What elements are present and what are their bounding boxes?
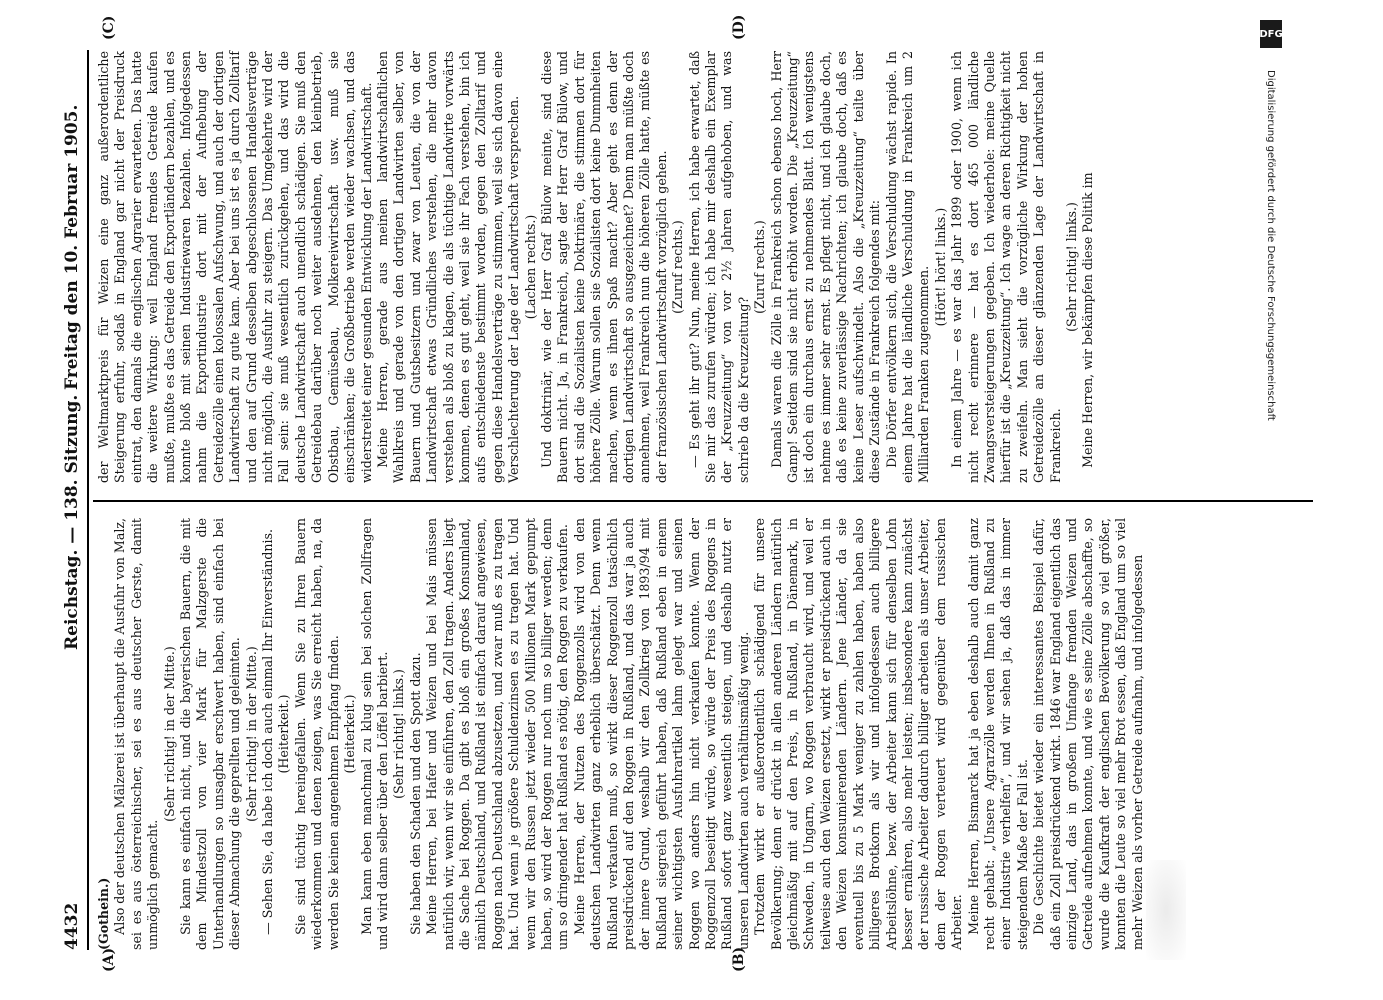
paragraph: Also der deutschen Mälzerei ist überhaupt die Ausfuhr von Malz, sei es aus österreichischer, sei es aus deutscher Gerste, damit unmöglich gemacht. — [112, 518, 161, 950]
digitization-credit: Digitalisierung gefördert durch die Deutsche Forschungsgemeinschaft — [1265, 70, 1276, 421]
reaction: (Heiterkeit.) — [342, 694, 358, 774]
reaction: (Sehr richtig! in der Mitte.) — [243, 646, 259, 822]
scan-smudge — [1146, 860, 1186, 960]
paragraph: Meine Herren, der Nutzen des Roggenzolls wird von den deutschen Landwirten ganz erheblich überschätzt. Denn wenn Rußland verkaufen muß, so wirkt dieser Roggenzoll tatsächlich preisdrückend auf den Roggen in Rußland, und das war ja auch der innere Grund, weshalb wir den Zollkrieg von 1893/94 mit Rußland siegreich geführt haben, daß Rußland eben in einem seiner wichtigsten Ausfuhrartikel lahm gelegt war und seinen Roggen wo anders hin nicht verkaufen konnte. Wenn der Roggenzoll beseitigt würde, so würde der Preis des Roggens in Rußland sofort ganz wesentlich steigen, und deshalb nutzt er unseren Landwirten auch verhältnismäßig wenig. — [571, 518, 751, 950]
paragraph: Trotzdem wirkt er außerordentlich schädigend für unsere Bevölkerung; denn er drückt in allen anderen Ländern natürlich gleichmäßig mit auf den Preis, in Rußland, in Dänemark, in Schweden, in Ungarn, wo Roggen verbraucht wird, und weil er teilweise auch den Weizen ersetzt, wirkt er preisdrückend auch in den Weizen konsumierenden Ländern. Jene Länder, da sie eventuell bis zu 5 Mark weniger zu zahlen haben, haben also billigeres Brotkorn als wir und infolgedessen auch billigere Arbeitslöhne, bezw. der Arbeiter kann sich für denselben Lohn besser ernähren, also mehr leisten; insbesondere kann zunächst der russische Arbeiter dadurch billiger arbeiten als unser Arbeiter, dem der Roggen verteuert wird gegenüber dem russischen Arbeiter. — [752, 518, 965, 950]
right-column — [96, 51, 1097, 483]
page-header — [59, 50, 89, 950]
reaction: (Sehr richtig! links.) — [391, 669, 407, 799]
reaction: (Heiterkeit.) — [276, 694, 292, 774]
page-number: 4432 — [62, 902, 82, 950]
paragraph: Die Geschichte bietet wieder ein interessantes Beispiel dafür, daß ein Zoll preisdrückend wirkt. 1846 war England eigentlich das einzige Land, das in großem Umfange fremden Weizen und Getreide aufnehmen konnte, und wie es seine Zölle abschaffte, so wurde die Kaufkraft der englischen Bevölkerung so viel größer, konnten die Leute so viel mehr Brot essen, daß England um so viel mehr Weizen als vorher Getreide aufnahm, und infolgedessen — [1031, 518, 1145, 950]
margin-marker-c: (C) — [101, 15, 117, 40]
paragraph: Und doktrinär, wie der Herr Graf Bülow meinte, sind diese Bauern nicht. Ja, in Frankreich, sagte der Herr Graf Bülow, und dort sind die Sozialisten keine Doktrinäre, die stimmen dort für höhere Zölle. Warum sollen sie Sozialisten dort keine Dummheiten machen, wenn es ihnen Spaß macht? Aber geht es denn der dortigen Landwirtschaft so ausgezeichnet? Denn man müßte doch annehmen, weil Frankreich nun die höheren Zölle hatte, müßte es der französischen Landwirtschaft vorzüglich gehen. — [538, 51, 669, 483]
paragraph: Damals waren die Zölle in Frankreich schon ebenso hoch, Herr Gamp! Seitdem sind sie nicht erhöht worden. Die „Kreuzzeitung“ ist doch ein durchaus ernst zu nehmendes Blatt. Ich wenigstens nehme es immer sehr ernst. Es pflegt nicht, und ich glaube doch, daß es keine zuverlässige Nachrichten; ich glaube doch, daß es keine Leser aufschwindelt. Also die „Kreuzzeitung“ teilte über diese Zustände in Frankreich folgendes mit: — [768, 51, 883, 483]
paragraph: — Es geht ihr gut? Nun, meine Herren, ich habe erwartet, daß Sie mir das zurufen würden; ich habe mir deshalb ein Exemplar der „Kreuzzeitung“ von vor 2½ Jahren aufgehoben, und was schrieb da die Kreuzzeitung? — [686, 51, 751, 483]
paragraph: Sie haben den Schaden und den Spott dazu. — [407, 652, 423, 935]
dfg-logo: DFG — [1260, 20, 1288, 60]
paragraph: Meine Herren, wir bekämpfen diese Politik im — [1080, 172, 1096, 468]
paragraph: Meine Herren, bei Hafer und Weizen und bei Mais müssen natürlich wir, wenn wir sie einführen, den Zoll tragen. Anders liegt die Sache bei Roggen. Da gibt es bloß ein großes Konsumland, nämlich Deutschland, und Rußland ist einfach darauf angewiesen, Roggen nach Deutschland abzusetzen, und zwar muß es zu tragen hat. Und wenn je größere Schuldenzinsen es zu tragen hat. Und wenn wir den Russen jetzt wieder 500 Millionen Mark gepumpt haben, so wird der Roggen nur noch um so billiger werden; denn um so dringender hat Rußland es nötig, den Roggen zu verkaufen. — [424, 518, 571, 950]
paragraph: Meine Herren, gerade aus meinen landwirtschaftlichen Wahlkreis und gerade von den dortigen Landwirten selber, von Bauern und Gutsbesitzern und zwar von Leuten, die von der Landwirtschaft etwas Gründliches verstehen, die mehr davon verstehen als bloß zu klagen, die als tüchtige Landwirte vorwärts kommen, denen es gut geht, weil sie ihr Fach verstehen, bin ich aufs entschiedenste bestimmt worden, gegen den Zolltarif und gegen diese Handelsverträge zu stimmen, weil sie sich davon eine Verschlechterung der Lage der Landwirtschaft versprechen. — [374, 51, 522, 483]
reaction: (Zuruf rechts.) — [670, 220, 686, 314]
left-column — [96, 518, 1146, 950]
reaction: (Lachen rechts.) — [522, 214, 538, 320]
reaction: (Zuruf rechts.) — [752, 220, 768, 314]
column-divider — [93, 500, 1313, 502]
document-page — [41, 14, 1341, 980]
paragraph: Sie sind tüchtig hereingefallen. Wenn Sie zu Ihren Bauern wiederkommen und denen zeigen, was Sie erreicht haben, na, da werden Sie keinen angenehmen Empfang finden. — [292, 518, 341, 950]
quotation: Die Dörfer entvölkern sich, die Verschuldung wächst rapide. In einem Jahre hat die ländliche Verschuldung in Frankreich um 2 Milliarden Franken zugenommen. — [883, 51, 932, 483]
margin-marker-d: (D) — [731, 14, 747, 40]
margin-marker-b: (B) — [731, 946, 747, 972]
speaker-name: (Gothein.) — [96, 877, 111, 950]
paragraph: — Sehen Sie, da habe ich doch auch einmal Ihr Einverständnis. — [260, 529, 276, 935]
paragraph: Man kann eben manchmal zu klug sein bei solchen Zollfragen und wird dann selber über den Löffel barbiert. — [358, 518, 390, 950]
reaction: (Sehr richtig! in der Mitte.) — [161, 646, 177, 822]
reaction: (Hört! hört! links.) — [932, 207, 948, 327]
session-title: Reichstag. — 138. Sitzung. — [62, 394, 82, 650]
paragraph: Sie kann es einfach nicht, und die bayerischen Bauern, die mit dem Mindestzoll von vier Mark für Malzgerste die Unterhandlungen so unsagbar erschwert haben, sind einfach bei dieser Abmachung die geprellten und geleimten. — [178, 518, 243, 950]
paragraph: der Weltmarktpreis für Weizen eine ganz außerordentliche Steigerung erfuhr, sodaß in England gar nicht der Preisdruck eintrat, den damals die englischen Agrarier erwarteten. Das hatte die weitere Wirkung: weil England fremdes Getreide kaufen mußte, mußte es das Getreide den Exportländern bezahlen, und es konnte bloß mit seinen Industriewaren bezahlen. Infolgedessen nahm die Exportindustrie dort mit der Aufhebung der Getreidezölle einen kolossalen Aufschwung, und auch der dortigen Landwirtschaft zu gute kam. Aber bei uns ist es ja durch Zolltarif und den auf Grund desselben abgeschlossenen Handelsverträge nicht möglich, die Ausfuhr zu steigern. Das Umgekehrte wird der Fall sein: sie muß wesentlich zurückgehen, und das wird die deutsche Landwirtschaft auch unendlich schädigen. Sie muß den Getreidebau darüber noch weiter ausdehnen, den kleinbetrieb, Obstbau, Gemüsebau, Molkereiwirtschaft usw. muß sie einschränken; die Großbetriebe werden wieder wachsen, und das widerstreitet einer gesunden Entwicklung der Landwirtschaft. — [96, 51, 374, 483]
reaction: (Sehr richtig! links.) — [1063, 202, 1079, 332]
paragraph: Meine Herren, Bismarck hat ja eben deshalb auch damit ganz recht gehabt: „Unsere Agrarzölle werden Ihnen in Rußland zu einer Industrie verhelfen“, und wir sehen ja, daß das in immer steigendem Maße der Fall ist. — [965, 518, 1030, 950]
margin-marker-a: (A) — [101, 947, 117, 972]
session-date: Freitag den 10. Februar 1905. — [62, 104, 82, 390]
paragraph: In einem Jahre — es war das Jahr 1899 oder 1900, wenn ich nicht recht erinnere — hat es dort 465 000 ländliche Zwangsversteigerungen gegeben. Ich wiederhole: meine Quelle hierfür ist die „Kreuzzeitung“. Ich wage an deren Richtigkeit nicht zu zweifeln. Man sieht die vorzügliche Wirkung der hohen Getreidezölle an dieser glänzenden Lage der Landwirtschaft in Frankreich. — [949, 51, 1063, 483]
